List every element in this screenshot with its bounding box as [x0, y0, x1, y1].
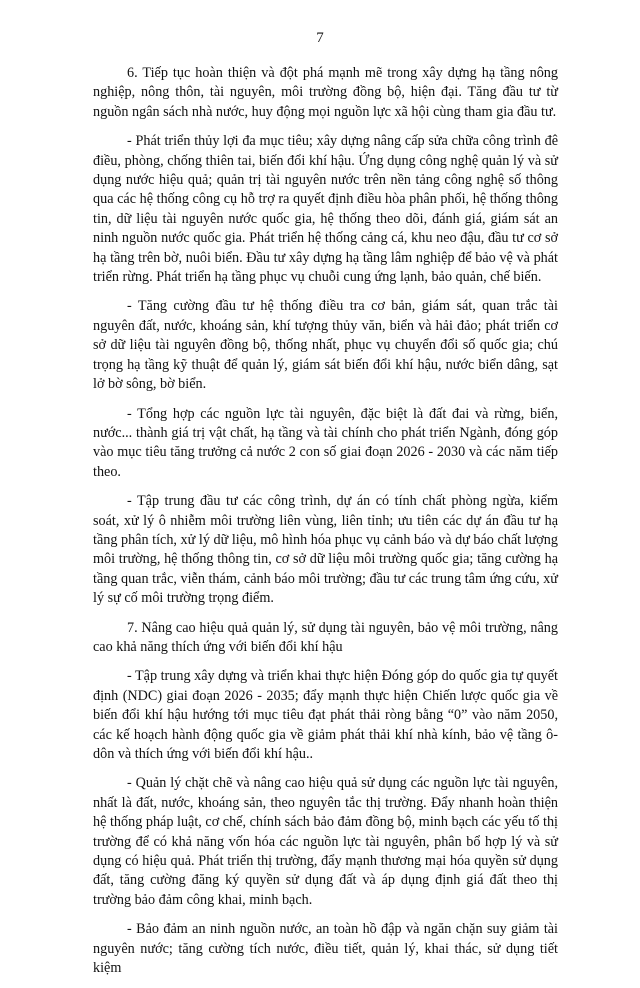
paragraph-pollution-control: - Tập trung đầu tư các công trình, dự án có tính chất phòng ngừa, kiểm soát, xử lý ô nhiễm môi trường liên vùng, liên tỉnh; ưu tiên các dự án đầu tư hạ tầng phân tích, xử lý dữ liệu, mô hình hóa phục vụ cảnh báo và dự báo chất lượng môi trường, hệ thống thông tin, cơ sở dữ liệu môi trường quốc gia; tăng cường hạ tầng quan trắc, viễn thám, cảnh báo môi trường; đầu tư các trung tâm ứng cứu, xử lý sự cố môi trường trọng điểm.	[93, 493, 558, 607]
paragraph-survey-monitoring: - Tăng cường đầu tư hệ thống điều tra cơ bản, giám sát, quan trắc tài nguyên đất, nước, khoáng sản, khí tượng thủy văn, biển và hải đảo; phát triển cơ sở dữ liệu tài nguyên đồng bộ, thống nhất, phục vụ chuyển đổi số quốc gia; chú trọng hạ tầng kỹ thuật để quản lý, giám sát biến đổi khí hậu, nước biển dâng, sạt lở bờ sông, bờ biển.	[93, 298, 558, 393]
paragraph-water-security: - Bảo đảm an ninh nguồn nước, an toàn hồ đập và ngăn chặn suy giảm tài nguyên nước; tăng cường tích nước, điều tiết, quản lý, khai thác, sử dụng tiết kiệm	[93, 921, 558, 977]
paragraph-resource-consolidation: - Tổng hợp các nguồn lực tài nguyên, đặc biệt là đất đai và rừng, biển, nước... thành giá trị vật chất, hạ tầng và tài chính cho phát triển Ngành, đóng góp vào mục tiêu tăng trưởng cả nước 2 con số giai đoạn 2026 - 2030 và các năm tiếp theo.	[93, 405, 558, 480]
paragraph-section-7-heading: 7. Nâng cao hiệu quả quản lý, sử dụng tài nguyên, bảo vệ môi trường, nâng cao khả năng thích ứng với biến đổi khí hậu	[93, 619, 558, 655]
paragraph-section-6-heading: 6. Tiếp tục hoàn thiện và đột phá mạnh mẽ trong xây dựng hạ tầng nông nghiệp, nông thôn, tài nguyên, môi trường đồng bộ, hiện đại. Tăng đầu tư từ nguồn ngân sách nhà nước, huy động mọi nguồn lực xã hội cùng tham gia đầu tư.	[93, 65, 558, 120]
paragraph-ndc: - Tập trung xây dựng và triển khai thực hiện Đóng góp do quốc gia tự quyết định (NDC) giai đoạn 2026 - 2035; đẩy mạnh thực hiện Chiến lược quốc gia về biến đổi khí hậu hướng tới mục tiêu đạt phát thải ròng bằng “0” vào năm 2050, các kế hoạch hành động quốc gia về giảm phát thải khí nhà kính, bảo vệ tầng ô-dôn và thích ứng với biến đổi khí hậu..	[93, 668, 559, 762]
paragraph-resource-management: - Quản lý chặt chẽ và nâng cao hiệu quả sử dụng các nguồn lực tài nguyên, nhất là đất, nước, khoáng sản, theo nguyên tắc thị trường. Đẩy nhanh hoàn thiện hệ thống pháp luật, cơ chế, chính sách bảo đảm đồng bộ, minh bạch các yếu tố thị trường để có khả năng vốn hóa các nguồn lực tài nguyên, phân bổ hợp lý và sử dụng có hiệu quả. Phát triển thị trường, đẩy mạnh thương mại hóa quyền sử dụng đất, tăng cường đăng ký quyền sử dụng đất và áp dụng định giá đất theo thị trường bảo đảm công khai, minh bạch.	[93, 775, 558, 908]
paragraph-irrigation: - Phát triển thủy lợi đa mục tiêu; xây dựng nâng cấp sửa chữa công trình đê điều, phòng, chống thiên tai, biến đổi khí hậu. Ứng dụng công nghệ quản lý và sử dụng nước hiệu quả; quản trị tài nguyên nước trên nền tảng công nghệ số thông qua các hệ thống công cụ hỗ trợ ra quyết định điều hòa phân phối, hệ thống thông tin, dữ liệu tài nguyên nước quốc gia, hệ thống theo dõi, đánh giá, giám sát an ninh nguồn nước quốc gia. Phát triển hệ thống cảng cá, khu neo đậu, đầu tư cơ sở hạ tầng trên bờ, nuôi biển. Đầu tư xây dựng hạ tầng lâm nghiệp để bảo vệ và phát triển rừng. Phát triển hạ tầng phục vụ chuỗi cung ứng lạnh, bảo quản, chế biến.	[93, 133, 558, 286]
document-body	[93, 64, 558, 988]
page-number: 7	[316, 30, 324, 46]
